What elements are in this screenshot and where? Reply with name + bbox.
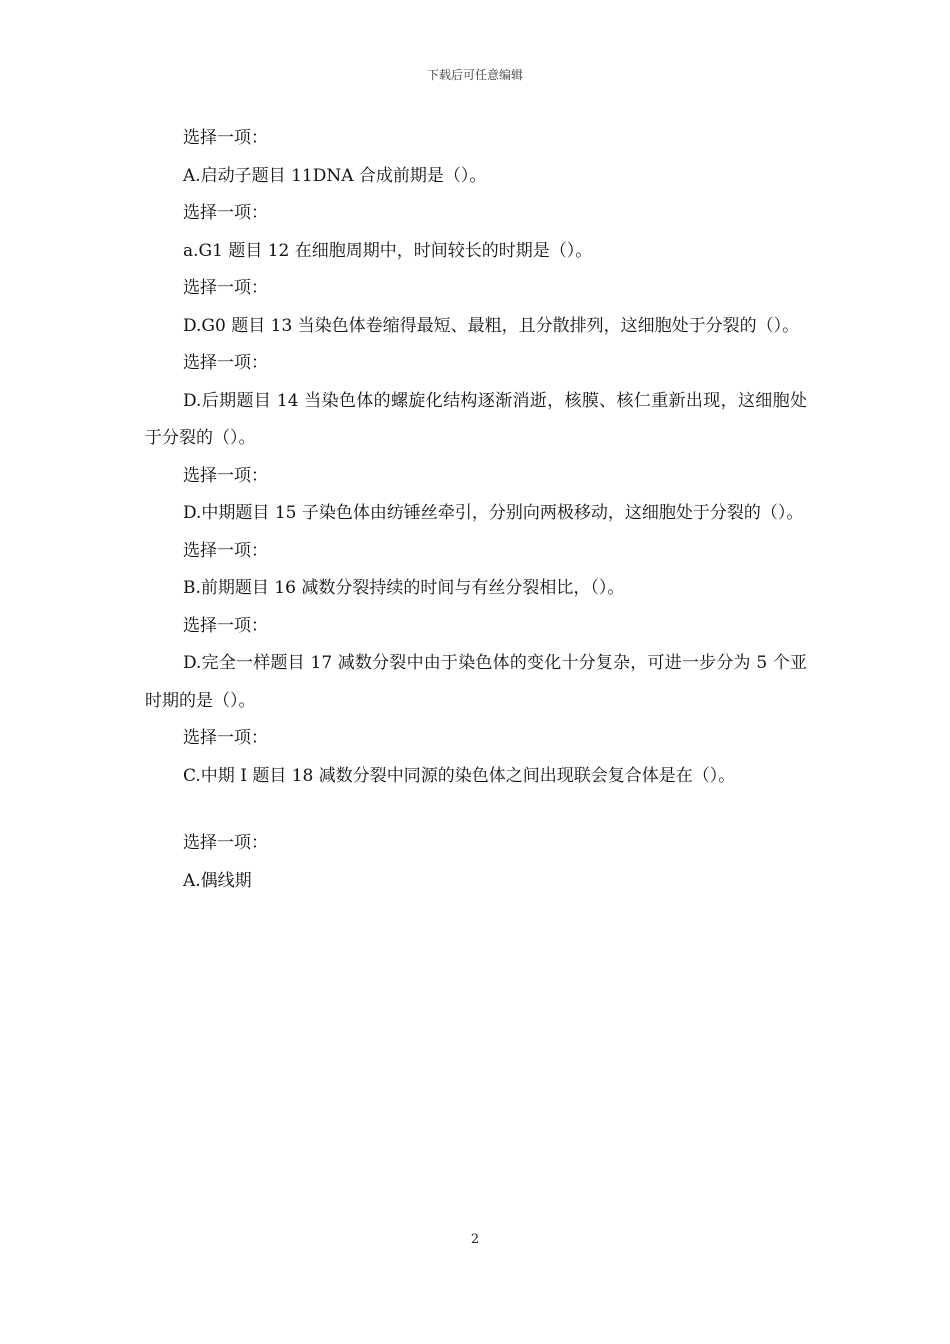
paragraph-prompt: 选择一项： xyxy=(183,128,268,148)
paragraph-answer: A.启动子题目 11DNA 合成前期是（）。 xyxy=(183,165,487,186)
paragraph-answer: D.后期题目 14 当染色体的螺旋化结构逐渐消逝，核膜、核仁重新出现，这细胞处于分裂的（）。 xyxy=(145,390,807,448)
paragraph-answer: D.中期题目 15 子染色体由纺锤丝牵引，分别向两极移动，这细胞处于分裂的（）。 xyxy=(183,503,804,523)
paragraph-spacer xyxy=(145,795,807,825)
paragraph-answer: B.前期题目 16 减数分裂持续的时间与有丝分裂相比，（）。 xyxy=(183,578,625,598)
paragraph-answer: a.G1 题目 12 在细胞周期中，时间较长的时期是（）。 xyxy=(183,240,593,261)
paragraph-answer: D.完全一样题目 17 减数分裂中由于染色体的变化十分复杂，可进一步分为 5 个亚时期的是（）。 xyxy=(145,653,807,711)
paragraph-answer: D.G0 题目 13 当染色体卷缩得最短、最粗，且分散排列，这细胞处于分裂的（）。 xyxy=(183,315,800,336)
paragraph-prompt: 选择一项： xyxy=(183,540,268,561)
document-body xyxy=(145,120,807,900)
paragraph-prompt: 选择一项： xyxy=(183,833,268,853)
paragraph-prompt: 选择一项： xyxy=(183,353,268,373)
paragraph-prompt: 选择一项： xyxy=(183,278,268,298)
paragraph-answer: A.偶线期 xyxy=(183,870,252,891)
page-header: 下载后可任意编辑 xyxy=(426,68,523,82)
paragraph-answer: C.中期 I 题目 18 减数分裂中同源的染色体之间出现联会复合体是在（）。 xyxy=(183,765,736,786)
paragraph-prompt: 选择一项： xyxy=(183,728,268,748)
paragraph-prompt: 选择一项： xyxy=(183,615,268,636)
paragraph-prompt: 选择一项： xyxy=(183,465,268,486)
page-number: 2 xyxy=(470,1232,480,1247)
paragraph-prompt: 选择一项： xyxy=(183,203,268,223)
